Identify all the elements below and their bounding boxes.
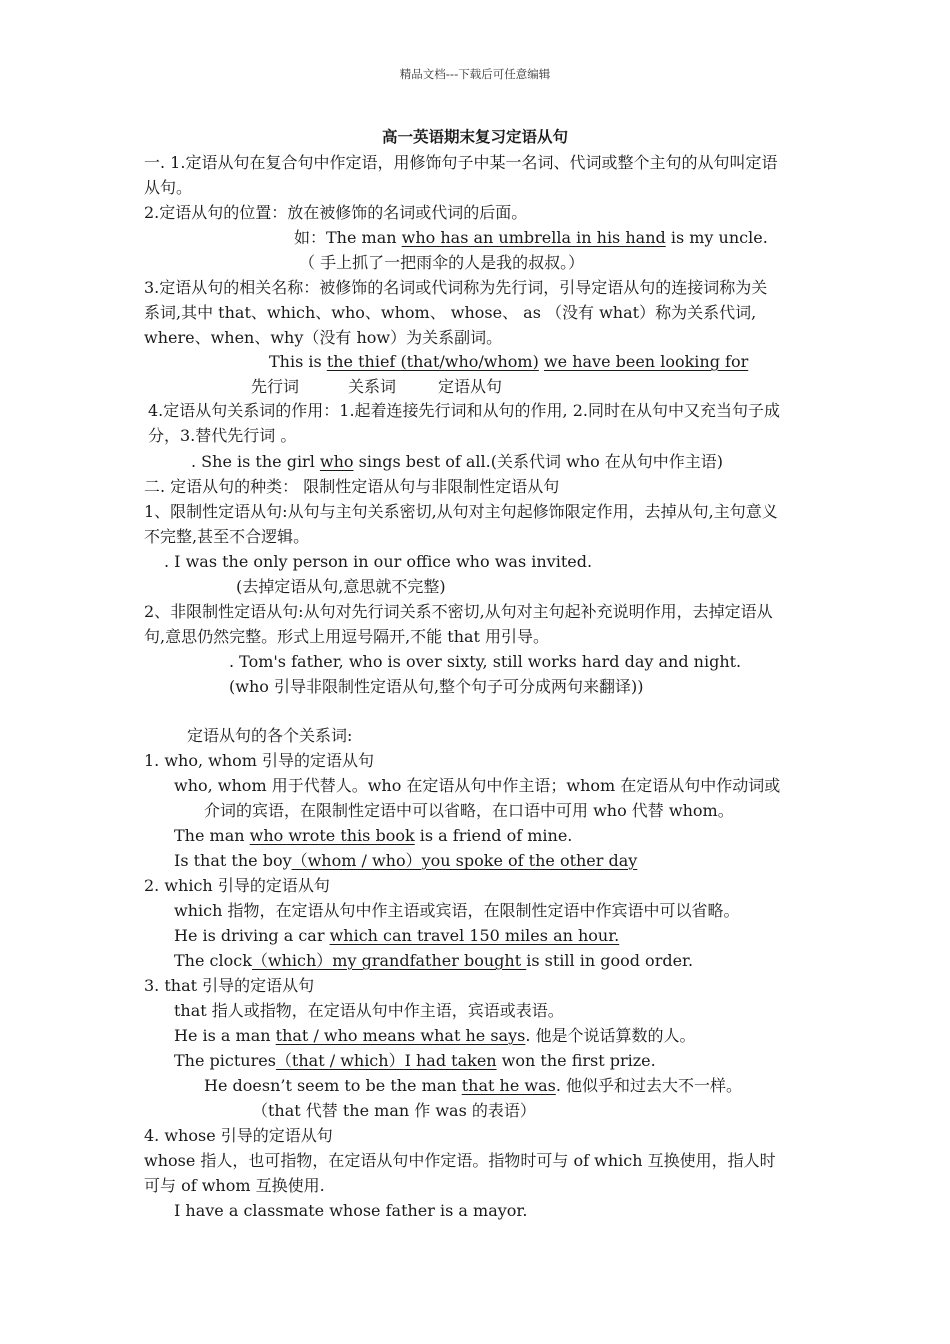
line-text: He is a man [174, 1026, 276, 1045]
line-text: is still in good order. [526, 951, 694, 970]
text-line [144, 674, 894, 699]
text-line [144, 948, 839, 973]
text-line [144, 624, 809, 649]
underlined-text: （which）my grandfather bought [251, 951, 527, 970]
line-text: 3. that 引导的定语从句 [144, 976, 315, 995]
text-line [144, 175, 809, 200]
text-line [144, 474, 809, 499]
label-clause: 定语从句 [438, 377, 503, 396]
line-text: . She is the girl [191, 452, 320, 471]
line-text: 定语从句的各个关系词: [187, 726, 353, 745]
line-text: where、when、why（没有 how）为关系副词。 [144, 328, 503, 347]
text-line [144, 524, 809, 549]
line-text: 可与 of whom 互换使用. [144, 1176, 325, 1195]
text-line [144, 723, 852, 748]
text-line [144, 398, 813, 423]
line-text: who, whom 用于代替人。who 在定语从句中作主语；whom 在定语从句中作动词或 [174, 776, 781, 795]
text-line [144, 1173, 809, 1198]
line-text: is a friend of mine. [414, 826, 573, 845]
underlined-text: who wrote this book [249, 826, 415, 845]
line-text: 句,意思仍然完整。形式上用逗号隔开,不能 that 用引导。 [144, 627, 550, 646]
text-line [144, 1123, 809, 1148]
line-text: (who 引导非限制性定语从句,整个句子可分成两句来翻译)) [229, 677, 644, 696]
text-line [144, 599, 809, 624]
text-line [144, 325, 809, 350]
text-line [144, 898, 839, 923]
line-text: 4.定语从句关系词的作用：1.起着连接先行词和从句的作用, 2.同时在从句中又充当句子成 [148, 401, 780, 420]
line-text: 二. 定语从句的种类： 限制性定语从句与非限制性定语从句 [144, 477, 560, 496]
document-title: 高一英语期末复习定语从句 [381, 127, 568, 146]
text-line [144, 300, 809, 325]
line-text: 系词,其中 that、which、who、whom、 whose、 as （没有 what）称为关系代词, [144, 303, 757, 322]
line-text: He is driving a car [174, 926, 330, 945]
line-text: （that 代替 the man 作 was 的表语） [252, 1101, 536, 1120]
underlined-text: （that / which）I had taken [275, 1051, 497, 1070]
line-text: whose 指人，也可指物，在定语从句中作定语。指物时可与 of which 互换使用，指人时 [144, 1151, 776, 1170]
line-text: 1、限制性定语从句:从句与主句关系密切,从句对主句起修饰限定作用，去掉从句,主句意义 [144, 502, 778, 521]
line-text: 从句。 [144, 178, 193, 197]
line-text: sings best of all.(关系代词 who 在从句中作主语) [353, 452, 724, 471]
text-line [144, 1073, 869, 1098]
text-line [144, 423, 813, 448]
text-line [144, 549, 829, 574]
text-line [144, 1198, 839, 1223]
underlined-text: that / who means what he says [275, 1026, 526, 1045]
underlined-text: we have been looking for [543, 352, 749, 371]
line-text: Is that the boy [174, 851, 292, 870]
line-text: 2.定语从句的位置：放在被修饰的名词或代词的后面。 [144, 203, 528, 222]
line-text: 4. whose 引导的定语从句 [144, 1126, 333, 1145]
line-text: I have a classmate whose father is a mayor. [174, 1201, 528, 1220]
text-line [144, 998, 839, 1023]
underlined-text: who has an umbrella in his hand [401, 228, 666, 247]
text-line [144, 150, 809, 175]
line-text: . Tom's father, who is over sixty, still works hard day and night. [229, 652, 742, 671]
line-text: 不完整,甚至不合逻辑。 [144, 527, 310, 546]
text-line [144, 748, 809, 773]
text-line [144, 574, 901, 599]
text-line [144, 275, 809, 300]
line-text: 介词的宾语，在限制性定语中可以省略，在口语中可用 who 代替 whom。 [204, 801, 734, 820]
page-header: 精品文档---下载后可任意编辑 [399, 67, 551, 81]
text-line [144, 1098, 917, 1123]
label-antecedent: 先行词 [251, 377, 300, 396]
line-text: . 他似乎和过去大不一样。 [555, 1076, 742, 1095]
text-line [144, 449, 856, 474]
text-line [144, 973, 809, 998]
text-line [144, 848, 839, 873]
underlined-text: (that/who/whom) [400, 352, 539, 371]
underlined-text: who [319, 452, 354, 471]
text-line [144, 773, 839, 798]
text-line [144, 873, 809, 898]
underlined-text: （whom / who）you spoke of the other day [291, 851, 638, 870]
underlined-text: that he was [461, 1076, 556, 1095]
line-text: . 他是个说话算数的人。 [525, 1026, 696, 1045]
text-line [144, 823, 839, 848]
line-text: 一. 1.定语从句在复合句中作定语，用修饰句子中某一名词、代词或整个主句的从句叫定语 [144, 153, 778, 172]
line-text: 如：The man [294, 228, 402, 247]
text-line [144, 225, 950, 250]
line-text: which 指物，在定语从句中作主语或宾语，在限制性定语中作宾语中可以省略。 [174, 901, 740, 920]
line-text: . I was the only person in our office who was invited. [164, 552, 593, 571]
line-text: （ 手上抓了一把雨伞的人是我的叔叔。） [299, 253, 585, 272]
text-line [144, 649, 894, 674]
text-line [144, 923, 839, 948]
text-line [144, 1048, 839, 1073]
label-relative-word: 关系词 [348, 377, 397, 396]
line-text: 2. which 引导的定语从句 [144, 876, 330, 895]
line-text: 分，3.替代先行词 。 [148, 426, 297, 445]
line-text: (去掉定语从句,意思就不完整) [236, 577, 446, 596]
text-line [144, 499, 809, 524]
line-text: The clock [174, 951, 252, 970]
text-line [144, 250, 950, 275]
line-text: that 指人或指物，在定语从句中作主语，宾语或表语。 [174, 1001, 564, 1020]
text-line [144, 1148, 809, 1173]
line-text: He doesn’t seem to be the man [204, 1076, 462, 1095]
text-line [144, 200, 809, 225]
line-text: won the first prize. [496, 1051, 656, 1070]
line-text: This is [269, 352, 327, 371]
line-text: The pictures [174, 1051, 276, 1070]
text-line [144, 1023, 839, 1048]
underlined-text: the thief [326, 352, 401, 371]
line-text: The man [174, 826, 250, 845]
text-line [144, 349, 934, 374]
underlined-text: which can travel 150 miles an hour. [329, 926, 620, 945]
line-text: 2、非限制性定语从句:从句对先行词关系不密切,从句对主句起补充说明作用，去掉定语从 [144, 602, 773, 621]
line-text: 3.定语从句的相关名称：被修饰的名词或代词称为先行词，引导定语从句的连接词称为关 [144, 278, 768, 297]
line-text: 1. who, whom 引导的定语从句 [144, 751, 375, 770]
line-text: is my uncle. [665, 228, 768, 247]
text-line [144, 798, 869, 823]
